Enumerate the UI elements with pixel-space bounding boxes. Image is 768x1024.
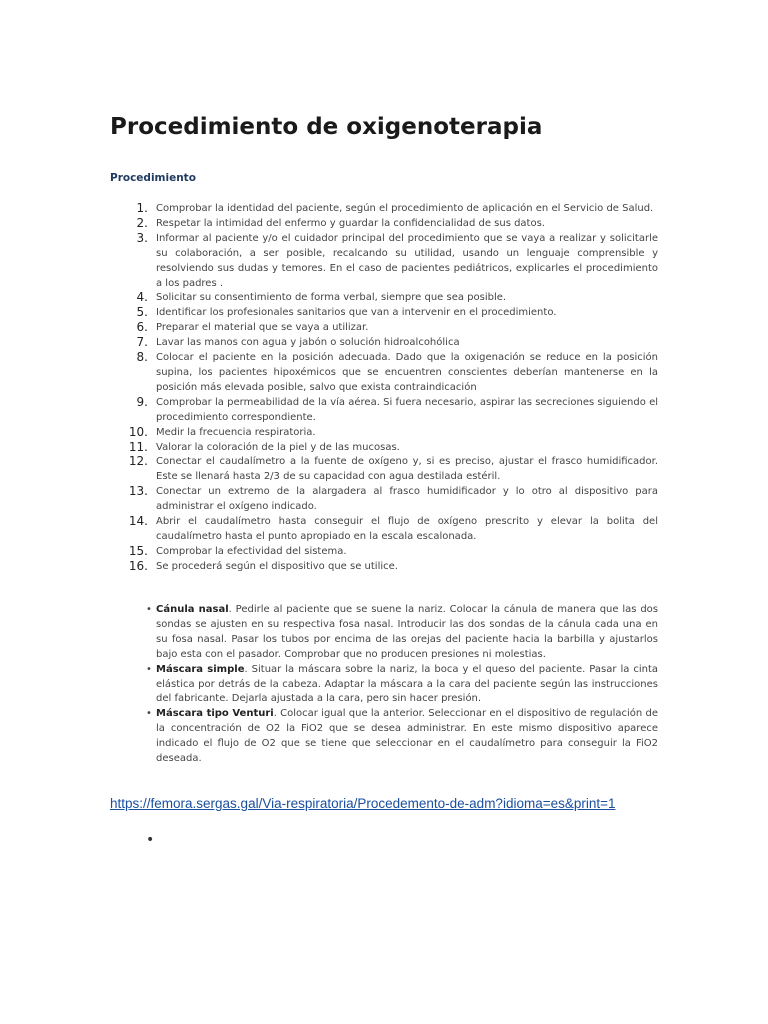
step-text: Lavar las manos con agua y jabón o solución hidroalcohólica <box>156 337 460 349</box>
page-title: Procedimiento de oxigenoterapia <box>110 114 543 140</box>
step-number: 4. <box>136 290 148 305</box>
step-number: 8. <box>136 350 148 365</box>
step-text: Se procederá según el dispositivo que se utilice. <box>156 560 398 572</box>
step-number: 5. <box>136 305 148 320</box>
step-text: Valorar la coloración de la piel y de las mucosas. <box>156 441 400 453</box>
list-item <box>110 321 658 336</box>
device-name: Máscara tipo Venturi <box>156 708 274 720</box>
list-item <box>110 396 658 426</box>
device-list <box>146 603 658 767</box>
list-item <box>146 603 658 663</box>
step-text: Colocar el paciente en la posición adecuada. Dado que la oxigenación se reduce en la posición supina, los pacientes hipoxémicos que se encuentren conscientes deberían mantenerse en la posición más elevada posible, salvo que exista contraindicación <box>156 352 658 393</box>
step-text: Solicitar su consentimiento de forma verbal, siempre que sea posible. <box>156 292 507 304</box>
list-item <box>110 291 658 306</box>
step-text: Conectar el caudalímetro a la fuente de oxígeno y, si es preciso, ajustar el frasco humidificador. Este se llenará hasta 2/3 de su capacidad con agua destilada estéril. <box>156 456 658 483</box>
list-item <box>110 485 658 515</box>
list-item <box>146 663 658 708</box>
step-text: Comprobar la identidad del paciente, según el procedimiento de aplicación en el Servicio de Salud. <box>156 203 654 214</box>
list-item <box>110 351 658 396</box>
list-item <box>110 545 658 560</box>
step-number: 3. <box>136 230 148 245</box>
empty-bullet-icon: • <box>146 832 155 848</box>
step-text: Comprobar la permeabilidad de la vía aérea. Si fuera necesario, aspirar las secreciones siguiendo el procedimiento correspondiente. <box>156 396 658 423</box>
list-item <box>110 336 658 351</box>
step-number: 12. <box>128 454 148 469</box>
step-number: 11. <box>128 439 148 454</box>
device-name: Cánula nasal <box>156 604 229 615</box>
list-item <box>110 202 658 217</box>
list-item <box>110 560 658 575</box>
step-text: Respetar la intimidad del enfermo y guardar la confidencialidad de sus datos. <box>156 217 545 229</box>
step-number: 13. <box>128 484 148 499</box>
section-subtitle: Procedimiento <box>110 172 196 184</box>
device-instructions: . Situar la máscara sobre la nariz, la boca y el queso del paciente. Pasar la cinta elástica por detrás de la cabeza. Adaptar la máscara a la cara del paciente según las instrucciones del fabricante. Dejarla ajustada a la cara, pero sin hacer presión. <box>156 663 659 705</box>
step-number: 7. <box>136 335 148 350</box>
step-text: Preparar el material que se vaya a utilizar. <box>156 322 369 334</box>
list-item <box>110 232 658 292</box>
list-item <box>110 426 658 441</box>
step-text: Informar al paciente y/o el cuidador principal del procedimiento que se vaya a realizar y solicitarle su colaboración, a ser posible, recalcando su utilidad, usando un lenguaje comprensible y resolviendo sus dudas y temores. En el caso de pacientes pediátricos, explicarles el procedimiento a los padres . <box>156 232 658 289</box>
step-text: Identificar los profesionales sanitarios que van a intervenir en el procedimiento. <box>156 307 557 319</box>
step-number: 6. <box>136 320 148 335</box>
step-text: Comprobar la efectividad del sistema. <box>156 545 347 557</box>
step-number: 9. <box>136 394 148 409</box>
device-name: Máscara simple <box>156 663 245 675</box>
source-link[interactable]: https://femora.sergas.gal/Via-respiratoria/Procedemento-de-adm?idioma=es&print=1 <box>110 796 616 811</box>
step-number: 14. <box>128 514 148 529</box>
list-item <box>110 441 658 456</box>
step-number: 2. <box>136 215 148 230</box>
step-text: Medir la frecuencia respiratoria. <box>156 426 316 438</box>
step-number: 1. <box>136 201 148 215</box>
bullet-icon: • <box>146 663 152 675</box>
step-number: 16. <box>128 558 148 573</box>
list-item <box>110 455 658 485</box>
device-instructions: . Pedirle al paciente que se suene la nariz. Colocar la cánula de manera que las dos sondas se ajusten en su respectiva fosa nasal. Introducir las dos sondas de la cánula cada una en su fosa nasal. Pasar los tubos por encima de las orejas del paciente hacia la barbilla y ajustarlos bajo esta con el pasador. Comprobar que no producen presiones ni molestias. <box>156 604 658 660</box>
step-number: 10. <box>128 424 148 439</box>
list-item <box>110 515 658 545</box>
bullet-icon: • <box>146 708 152 720</box>
device-instructions: . Colocar igual que la anterior. Seleccionar en el dispositivo de regulación de la concentración de O2 la FiO2 que se desea administrar. En este mismo dispositivo aparece indicado el flujo de O2 que se tiene que seleccionar en el caudalímetro para conseguir la FiO2 deseada. <box>156 708 659 765</box>
procedure-steps-list <box>110 202 658 575</box>
step-text: Conectar un extremo de la alargadera al frasco humidificador y lo otro al dispositivo para administrar el oxígeno indicado. <box>156 486 658 513</box>
list-item <box>110 306 658 321</box>
step-number: 15. <box>128 543 148 558</box>
bullet-icon: • <box>146 604 152 615</box>
step-text: Abrir el caudalímetro hasta conseguir el flujo de oxígeno prescrito y elevar la bolita del caudalímetro hasta el punto apropiado en la escala escalonada. <box>156 516 658 542</box>
list-item <box>110 217 658 232</box>
list-item <box>146 707 658 767</box>
